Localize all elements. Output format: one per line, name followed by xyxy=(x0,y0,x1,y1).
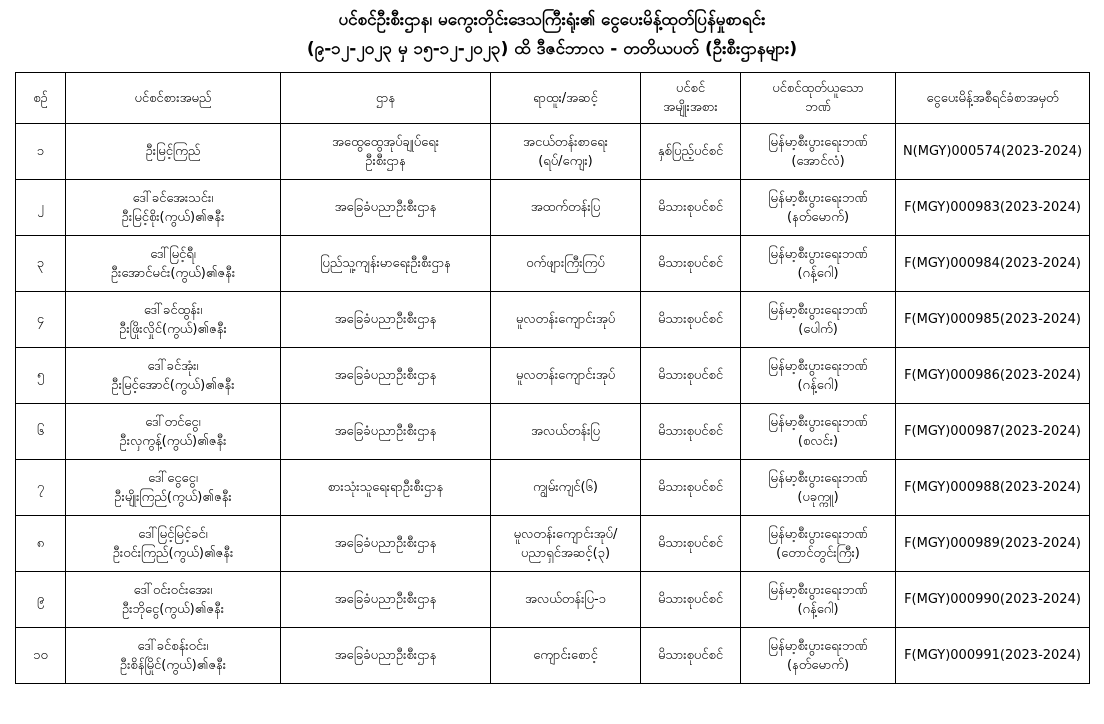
cell-order-no xyxy=(896,628,1090,684)
table-body xyxy=(16,124,1090,684)
cell-order-no-text: F(MGY)000990(2023-2024) xyxy=(904,592,1081,607)
cell-order-no-text: F(MGY)000988(2023-2024) xyxy=(904,480,1081,495)
cell-order-no-text: F(MGY)000983(2023-2024) xyxy=(904,200,1081,215)
cell-no-text: ၄ xyxy=(36,312,45,327)
cell-pension-type-text: မိသားစုပင်စင် xyxy=(657,648,724,663)
document-title: ပင်စင်ဦးစီးဌာန၊ မကွေးတိုင်းဒေသကြီးရုံး၏ ငွေပေးမိန့်ထုတ်ပြန်မှုစာရင်း xyxy=(338,10,766,30)
cell-name-text: ဦးမြင့်ကြည် xyxy=(145,144,201,159)
cell-bank xyxy=(741,236,896,292)
cell-bank xyxy=(741,516,896,572)
cell-order-no-text: F(MGY)000984(2023-2024) xyxy=(904,256,1081,271)
cell-no-text: ၇ xyxy=(36,480,45,495)
cell-bank-text: မြန်မာ့စီးပွားရေးဘဏ် xyxy=(768,582,868,598)
table-row xyxy=(16,236,1090,292)
cell-name-text: ဒေါ်ခင်အုံး၊ xyxy=(147,358,199,374)
cell-bank xyxy=(741,572,896,628)
cell-dept-text: အခြေခံပညာဦးစီးဌာန xyxy=(334,592,437,607)
cell-pension-type xyxy=(641,124,741,180)
cell-name xyxy=(66,628,281,684)
cell-pension-type xyxy=(641,460,741,516)
cell-dept xyxy=(281,124,491,180)
table-row xyxy=(16,628,1090,684)
header-dept: ဌာန xyxy=(281,73,491,124)
cell-order-no xyxy=(896,516,1090,572)
cell-name xyxy=(66,124,281,180)
table-row xyxy=(16,124,1090,180)
cell-order-no-text: F(MGY)000989(2023-2024) xyxy=(904,536,1081,551)
cell-pension-type-text: မိသားစုပင်စင် xyxy=(657,480,724,495)
cell-name-text: ဒေါ်ခင်ထွန်း၊ xyxy=(143,302,203,318)
cell-name xyxy=(66,460,281,516)
cell-no-text: ၃ xyxy=(36,256,45,271)
cell-rank-text: ဝက်ဖျားကြီးကြပ် xyxy=(526,256,605,271)
document-subtitle: (၉-၁၂-၂၀၂၃ မှ ၁၅-၁၂-၂၀၂၃) ထိ ဒီဇင်ဘာလ - တတိယပတ် (ဦးစီးဌာနများ) xyxy=(306,39,798,59)
cell-bank xyxy=(741,404,896,460)
table-row xyxy=(16,404,1090,460)
cell-bank xyxy=(741,628,896,684)
cell-no xyxy=(16,516,66,572)
cell-bank-text: မြန်မာ့စီးပွားရေးဘဏ် xyxy=(768,134,868,150)
cell-no-text: ၅ xyxy=(36,368,45,383)
cell-name xyxy=(66,236,281,292)
cell-no-text: ၆ xyxy=(36,424,45,439)
cell-pension-type-text: မိသားစုပင်စင် xyxy=(657,200,724,215)
cell-dept-text: အခြေခံပညာဦးစီးဌာန xyxy=(334,536,437,551)
cell-name xyxy=(66,404,281,460)
cell-bank-text: မြန်မာ့စီးပွားရေးဘဏ် xyxy=(768,190,868,206)
header-bank: ပင်စင်ထုတ်ယူသော ဘဏ် xyxy=(741,73,896,124)
cell-dept-text: ဦးစီးဌာန xyxy=(365,153,406,169)
cell-order-no xyxy=(896,124,1090,180)
cell-bank xyxy=(741,348,896,404)
cell-pension-type xyxy=(641,516,741,572)
cell-bank-text: မြန်မာ့စီးပွားရေးဘဏ် xyxy=(768,358,868,374)
table-row xyxy=(16,572,1090,628)
cell-dept xyxy=(281,236,491,292)
cell-dept-text: အခြေခံပညာဦးစီးဌာန xyxy=(334,648,437,663)
cell-no xyxy=(16,628,66,684)
cell-name xyxy=(66,180,281,236)
cell-rank xyxy=(491,180,641,236)
cell-bank-text: (စလင်း) xyxy=(797,433,839,449)
cell-dept xyxy=(281,628,491,684)
cell-no-text: ၁၀ xyxy=(33,648,48,663)
cell-name xyxy=(66,516,281,572)
cell-name-text: ဦးမြင့်အောင်(ကွယ်)၏ဇနီး xyxy=(111,377,235,393)
cell-dept xyxy=(281,460,491,516)
cell-pension-type-text: မိသားစုပင်စင် xyxy=(657,536,724,551)
cell-bank xyxy=(741,460,896,516)
cell-no xyxy=(16,348,66,404)
cell-dept xyxy=(281,572,491,628)
cell-name xyxy=(66,292,281,348)
table-row xyxy=(16,180,1090,236)
cell-bank-text: (တောင်တွင်းကြီး) xyxy=(776,545,860,561)
header-rank: ရာထူး/အဆင့် xyxy=(491,73,641,124)
cell-order-no xyxy=(896,236,1090,292)
cell-no xyxy=(16,460,66,516)
cell-rank xyxy=(491,628,641,684)
cell-rank-text: အထက်တန်းပြ xyxy=(530,200,601,215)
cell-bank-text: (ဂန့်ဂေါ) xyxy=(797,601,839,617)
cell-order-no-text: F(MGY)000986(2023-2024) xyxy=(904,368,1081,383)
cell-name-text: ဒေါ်ခင်အေးသင်း၊ xyxy=(132,190,214,206)
cell-bank-text: (ဂန့်ဂေါ) xyxy=(797,265,839,281)
cell-pension-type xyxy=(641,572,741,628)
cell-rank xyxy=(491,348,641,404)
header-no: စဉ် xyxy=(16,73,66,124)
cell-order-no-text: F(MGY)000985(2023-2024) xyxy=(904,312,1081,327)
cell-order-no xyxy=(896,292,1090,348)
cell-dept-text: အခြေခံပညာဦးစီးဌာန xyxy=(334,368,437,383)
table-row xyxy=(16,516,1090,572)
cell-rank-text: ကျွမ်းကျင်(၆) xyxy=(533,480,598,495)
cell-order-no xyxy=(896,348,1090,404)
cell-name-text: ဒေါ်ငွေငွေ၊ xyxy=(148,470,198,486)
cell-rank xyxy=(491,236,641,292)
cell-rank-text: မူလတန်းကျောင်းအုပ်/ xyxy=(513,526,618,542)
cell-no xyxy=(16,124,66,180)
cell-rank-text: မူလတန်းကျောင်းအုပ် xyxy=(515,368,616,383)
cell-dept-text: အခြေခံပညာဦးစီးဌာန xyxy=(334,312,437,327)
cell-bank-text: (နတ်မောက်) xyxy=(786,209,850,225)
cell-rank xyxy=(491,124,641,180)
cell-bank-text: (အောင်လံ) xyxy=(791,153,845,169)
cell-pension-type xyxy=(641,236,741,292)
cell-rank xyxy=(491,572,641,628)
cell-pension-type xyxy=(641,404,741,460)
cell-name-text: ဒေါ်မြင့်မြင့်ခင်၊ xyxy=(138,526,208,542)
cell-name-text: ဒေါ်ဝင်းဝင်းအေး၊ xyxy=(133,582,213,598)
cell-no-text: ၁ xyxy=(36,144,45,159)
cell-order-no-text: F(MGY)000987(2023-2024) xyxy=(904,424,1081,439)
cell-name xyxy=(66,348,281,404)
header-name: ပင်စင်စားအမည် xyxy=(66,73,281,124)
cell-rank xyxy=(491,460,641,516)
cell-no xyxy=(16,180,66,236)
cell-pension-type xyxy=(641,348,741,404)
cell-pension-type-text: မိသားစုပင်စင် xyxy=(657,368,724,383)
cell-name-text: ဦးမြင့်စိုး(ကွယ်)၏ဇနီး xyxy=(121,209,225,225)
cell-bank-text: (နတ်မောက်) xyxy=(786,657,850,673)
cell-pension-type xyxy=(641,292,741,348)
cell-name-text: ဦးစိန်မြိုင်(ကွယ်)၏ဇနီး xyxy=(119,657,227,673)
cell-name-text: ဒေါ်မြင့်ရီ၊ xyxy=(150,246,196,262)
cell-bank-text: မြန်မာ့စီးပွားရေးဘဏ် xyxy=(768,638,868,654)
cell-order-no-text: N(MGY)000574(2023-2024) xyxy=(902,144,1083,159)
cell-name-text: ဒေါ်တင်ငွေ၊ xyxy=(145,414,201,430)
cell-bank-text: မြန်မာ့စီးပွားရေးဘဏ် xyxy=(768,470,868,486)
cell-bank xyxy=(741,292,896,348)
cell-dept-text: ပြည်သူ့ကျန်းမာရေးဦးစီးဌာန xyxy=(320,256,451,271)
cell-bank xyxy=(741,124,896,180)
cell-name-text: ဦးဝင်းကြည်(ကွယ်)၏ဇနီး xyxy=(112,545,234,561)
cell-rank-text: မူလတန်းကျောင်းအုပ် xyxy=(515,312,616,327)
table-header-row xyxy=(16,73,1090,124)
cell-pension-type xyxy=(641,628,741,684)
cell-no xyxy=(16,292,66,348)
cell-rank xyxy=(491,404,641,460)
cell-no xyxy=(16,572,66,628)
cell-name xyxy=(66,572,281,628)
cell-dept-text: အခြေခံပညာဦးစီးဌာန xyxy=(334,424,437,439)
cell-dept xyxy=(281,180,491,236)
cell-name-text: ဦးလှကွန့်(ကွယ်)၏ဇနီး xyxy=(119,433,227,449)
cell-name-text: ဦးအောင်မင်း(ကွယ်)၏ဇနီး xyxy=(110,265,236,281)
cell-name-text: ဒေါ်ခင်စန်းဝင်း၊ xyxy=(137,638,209,654)
cell-bank-text: မြန်မာ့စီးပွားရေးဘဏ် xyxy=(768,526,868,542)
cell-no-text: ၉ xyxy=(36,592,45,607)
cell-name-text: ဦးမျိုးကြည်(ကွယ်)၏ဇနီး xyxy=(114,489,232,505)
cell-bank-text: (ပခုက္ကူ) xyxy=(797,489,839,505)
cell-pension-type-text: နှစ်ပြည့်ပင်စင် xyxy=(657,144,724,159)
cell-order-no-text: F(MGY)000991(2023-2024) xyxy=(904,648,1081,663)
cell-dept xyxy=(281,404,491,460)
cell-dept xyxy=(281,292,491,348)
cell-pension-type-text: မိသားစုပင်စင် xyxy=(657,424,724,439)
cell-rank-text: အငယ်တန်းစာရေး xyxy=(523,134,608,150)
cell-name-text: ဦးဘိုငွေ(ကွယ်)၏ဇနီး xyxy=(121,601,225,617)
cell-bank xyxy=(741,180,896,236)
cell-bank-text: မြန်မာ့စီးပွားရေးဘဏ် xyxy=(768,246,868,262)
cell-no-text: ၈ xyxy=(36,536,45,551)
cell-dept xyxy=(281,348,491,404)
cell-dept-text: အထွေထွေအုပ်ချုပ်ရေး xyxy=(331,134,439,150)
pension-table xyxy=(15,72,1090,684)
cell-rank-text: ကျောင်းစောင့် xyxy=(533,648,598,663)
cell-name-text: ဦးဖြိုးလှိုင်(ကွယ်)၏ဇနီး xyxy=(119,321,227,337)
cell-dept-text: အခြေခံပညာဦးစီးဌာန xyxy=(334,200,437,215)
cell-rank xyxy=(491,516,641,572)
cell-rank xyxy=(491,292,641,348)
cell-order-no xyxy=(896,180,1090,236)
cell-no xyxy=(16,404,66,460)
header-pension-type: ပင်စင် အမျိုးအစား xyxy=(641,73,741,124)
cell-pension-type-text: မိသားစုပင်စင် xyxy=(657,592,724,607)
table-row xyxy=(16,292,1090,348)
cell-no xyxy=(16,236,66,292)
header-order-no: ငွေပေးမိန့်အစီရင်ခံစာအမှတ် xyxy=(896,73,1090,124)
cell-order-no xyxy=(896,572,1090,628)
cell-order-no xyxy=(896,460,1090,516)
cell-no-text: ၂ xyxy=(37,200,44,215)
cell-rank-text: အလယ်တန်းပြ-၁ xyxy=(524,592,607,607)
cell-rank-text: ပညာရှင်အဆင့်(၃) xyxy=(520,545,611,561)
cell-bank-text: မြန်မာ့စီးပွားရေးဘဏ် xyxy=(768,302,868,318)
cell-bank-text: (ဂန့်ဂေါ) xyxy=(797,377,839,393)
cell-dept-text: စားသုံးသူရေးရာဦးစီးဌာန xyxy=(327,480,444,495)
cell-order-no xyxy=(896,404,1090,460)
cell-rank-text: အလယ်တန်းပြ xyxy=(530,424,601,439)
cell-rank-text: (ရပ်/ကျေး) xyxy=(538,153,593,169)
cell-bank-text: (ပေါက်) xyxy=(798,321,838,337)
table-row xyxy=(16,348,1090,404)
cell-pension-type-text: မိသားစုပင်စင် xyxy=(657,256,724,271)
cell-bank-text: မြန်မာ့စီးပွားရေးဘဏ် xyxy=(768,414,868,430)
cell-pension-type xyxy=(641,180,741,236)
table-row xyxy=(16,460,1090,516)
cell-pension-type-text: မိသားစုပင်စင် xyxy=(657,312,724,327)
cell-dept xyxy=(281,516,491,572)
